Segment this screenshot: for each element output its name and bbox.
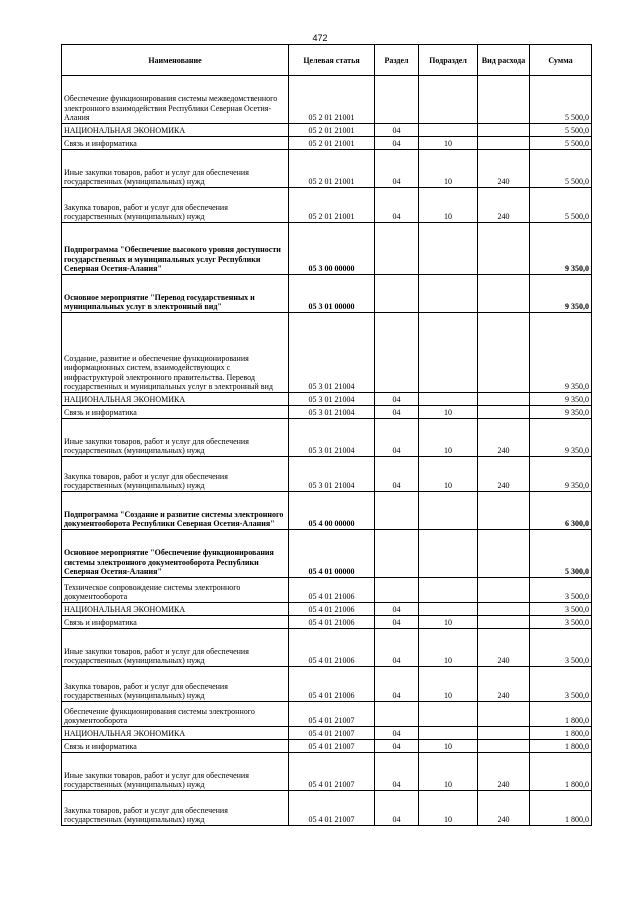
cell-name: Основное мероприятие "Перевод государственных и муниципальных услуг в электронный вид" [62,275,289,313]
cell-code: 05 2 01 21001 [289,124,375,137]
cell-name: Связь и информатика [62,740,289,753]
cell-sum: 1 800,0 [530,727,592,740]
cell-code: 05 2 01 21001 [289,76,375,124]
cell-section: 04 [375,137,419,150]
cell-code: 05 3 01 00000 [289,275,375,313]
cell-sum: 1 800,0 [530,791,592,826]
cell-code: 05 4 01 21007 [289,702,375,727]
cell-subsection [419,393,478,406]
cell-name: НАЦИОНАЛЬНАЯ ЭКОНОМИКА [62,727,289,740]
header-name: Наименование [62,45,289,76]
table-row [62,530,592,578]
cell-section [375,275,419,313]
budget-table [61,44,592,826]
cell-sum: 9 350,0 [530,457,592,492]
cell-code: 05 3 01 21004 [289,393,375,406]
cell-subsection: 10 [419,150,478,188]
cell-code: 05 4 00 00000 [289,492,375,530]
cell-name: Иные закупки товаров, работ и услуг для обеспечения государственных (муниципальных) нужд [62,753,289,791]
cell-name: Подпрограмма "Создание и развитие системы электронного документооборота Республики Северная Осетия-Алания" [62,492,289,530]
cell-subsection: 10 [419,667,478,702]
cell-name: Связь и информатика [62,137,289,150]
cell-sum: 1 800,0 [530,740,592,753]
cell-subsection: 10 [419,740,478,753]
table-row [62,727,592,740]
cell-expense-type [478,137,530,150]
table-row [62,740,592,753]
cell-section: 04 [375,740,419,753]
cell-section: 04 [375,616,419,629]
cell-section: 04 [375,603,419,616]
cell-expense-type: 240 [478,188,530,223]
table-row [62,492,592,530]
cell-name: Создание, развитие и обеспечение функционирования информационных систем, взаимодействующих с инфраструктурой электронного правительства. Перевод государственных и муниципальных услуг в электронный вид [62,313,289,393]
cell-name: Связь и информатика [62,616,289,629]
table-row [62,578,592,603]
cell-name: НАЦИОНАЛЬНАЯ ЭКОНОМИКА [62,393,289,406]
cell-expense-type: 240 [478,791,530,826]
cell-code: 05 4 01 21006 [289,667,375,702]
cell-code: 05 3 01 21004 [289,419,375,457]
cell-subsection: 10 [419,419,478,457]
cell-expense-type [478,76,530,124]
cell-code: 05 4 01 21006 [289,603,375,616]
cell-section: 04 [375,188,419,223]
table-row [62,124,592,137]
cell-section [375,578,419,603]
cell-expense-type: 240 [478,457,530,492]
table-row [62,137,592,150]
cell-expense-type [478,616,530,629]
cell-name: Закупка товаров, работ и услуг для обеспечения государственных (муниципальных) нужд [62,188,289,223]
cell-expense-type [478,393,530,406]
cell-code: 05 4 01 21006 [289,616,375,629]
cell-sum: 5 500,0 [530,137,592,150]
cell-sum: 9 350,0 [530,313,592,393]
table-row [62,603,592,616]
cell-section: 04 [375,457,419,492]
cell-section: 04 [375,629,419,667]
cell-name: Связь и информатика [62,406,289,419]
cell-sum: 9 350,0 [530,275,592,313]
cell-name: Иные закупки товаров, работ и услуг для обеспечения государственных (муниципальных) нужд [62,629,289,667]
cell-code: 05 4 01 21007 [289,740,375,753]
cell-expense-type [478,313,530,393]
cell-subsection [419,124,478,137]
cell-expense-type [478,275,530,313]
cell-subsection [419,578,478,603]
cell-section: 04 [375,791,419,826]
cell-sum: 5 500,0 [530,188,592,223]
cell-code: 05 3 00 00000 [289,223,375,275]
cell-section [375,223,419,275]
cell-name: НАЦИОНАЛЬНАЯ ЭКОНОМИКА [62,124,289,137]
cell-code: 05 4 01 21007 [289,727,375,740]
header-subsection: Подраздел [419,45,478,76]
cell-sum: 9 350,0 [530,223,592,275]
cell-subsection: 10 [419,457,478,492]
cell-sum: 3 500,0 [530,578,592,603]
cell-sum: 9 350,0 [530,419,592,457]
cell-expense-type [478,406,530,419]
cell-expense-type: 240 [478,667,530,702]
table-row [62,188,592,223]
cell-expense-type [478,530,530,578]
cell-section [375,313,419,393]
cell-subsection: 10 [419,616,478,629]
cell-subsection [419,76,478,124]
cell-code: 05 2 01 21001 [289,137,375,150]
cell-sum: 1 800,0 [530,753,592,791]
cell-sum: 5 500,0 [530,76,592,124]
table-row [62,393,592,406]
cell-expense-type [478,727,530,740]
cell-code: 05 2 01 21001 [289,150,375,188]
cell-section: 04 [375,419,419,457]
cell-code: 05 4 01 21006 [289,578,375,603]
cell-code: 05 4 01 21006 [289,629,375,667]
cell-subsection: 10 [419,137,478,150]
cell-name: Закупка товаров, работ и услуг для обеспечения государственных (муниципальных) нужд [62,791,289,826]
table-row [62,419,592,457]
cell-name: Основное мероприятие "Обеспечение функционирования системы электронного документооборота Республики Северная Осетия-Алания" [62,530,289,578]
cell-sum: 9 350,0 [530,406,592,419]
header-section: Раздел [375,45,419,76]
cell-name: Закупка товаров, работ и услуг для обеспечения государственных (муниципальных) нужд [62,457,289,492]
cell-section: 04 [375,406,419,419]
cell-subsection: 10 [419,753,478,791]
cell-sum: 3 500,0 [530,616,592,629]
cell-name: Подпрограмма "Обеспечение высокого уровня доступности государственных и муниципальных услуг Республики Северная Осетия-Алания" [62,223,289,275]
cell-expense-type: 240 [478,150,530,188]
cell-expense-type [478,603,530,616]
cell-subsection: 10 [419,188,478,223]
cell-expense-type [478,578,530,603]
cell-expense-type: 240 [478,419,530,457]
cell-subsection: 10 [419,406,478,419]
cell-expense-type: 240 [478,753,530,791]
cell-code: 05 3 01 21004 [289,313,375,393]
cell-subsection [419,275,478,313]
table-row [62,791,592,826]
cell-name: НАЦИОНАЛЬНАЯ ЭКОНОМИКА [62,603,289,616]
cell-sum: 6 300,0 [530,492,592,530]
cell-section: 04 [375,667,419,702]
cell-sum: 5 500,0 [530,150,592,188]
table-row [62,275,592,313]
cell-expense-type [478,124,530,137]
cell-expense-type [478,492,530,530]
cell-section: 04 [375,150,419,188]
page-number: 472 [312,33,328,43]
cell-name: Закупка товаров, работ и услуг для обеспечения государственных (муниципальных) нужд [62,667,289,702]
cell-code: 05 4 01 00000 [289,530,375,578]
cell-section [375,492,419,530]
header-code: Целевая статья [289,45,375,76]
cell-sum: 3 500,0 [530,667,592,702]
cell-name: Иные закупки товаров, работ и услуг для обеспечения государственных (муниципальных) нужд [62,150,289,188]
cell-code: 05 4 01 21007 [289,753,375,791]
cell-subsection: 10 [419,791,478,826]
cell-code: 05 4 01 21007 [289,791,375,826]
cell-name: Обеспечение функционирования системы электронного документооборота [62,702,289,727]
table-row [62,457,592,492]
cell-sum: 3 500,0 [530,629,592,667]
table-row [62,667,592,702]
cell-expense-type [478,223,530,275]
header-sum: Сумма [530,45,592,76]
cell-sum: 5 300,0 [530,530,592,578]
table-row [62,702,592,727]
table-header-row [62,45,592,76]
cell-section: 04 [375,753,419,791]
cell-section [375,76,419,124]
cell-subsection [419,603,478,616]
cell-section [375,530,419,578]
cell-subsection [419,702,478,727]
cell-code: 05 3 01 21004 [289,457,375,492]
cell-code: 05 3 01 21004 [289,406,375,419]
cell-sum: 9 350,0 [530,393,592,406]
cell-code: 05 2 01 21001 [289,188,375,223]
table-row [62,150,592,188]
table-row [62,313,592,393]
cell-sum: 1 800,0 [530,702,592,727]
cell-subsection [419,727,478,740]
header-expense-type: Вид расхода [478,45,530,76]
cell-name: Иные закупки товаров, работ и услуг для обеспечения государственных (муниципальных) нужд [62,419,289,457]
cell-section: 04 [375,393,419,406]
cell-section: 04 [375,727,419,740]
table-row [62,616,592,629]
cell-sum: 3 500,0 [530,603,592,616]
cell-subsection [419,492,478,530]
cell-subsection: 10 [419,629,478,667]
table-row [62,406,592,419]
cell-subsection [419,530,478,578]
table-row [62,629,592,667]
cell-section: 04 [375,124,419,137]
cell-sum: 5 500,0 [530,124,592,137]
cell-subsection [419,313,478,393]
table-row [62,753,592,791]
cell-expense-type [478,702,530,727]
cell-subsection [419,223,478,275]
cell-expense-type: 240 [478,629,530,667]
table-row [62,223,592,275]
cell-section [375,702,419,727]
cell-name: Техническое сопровождение системы электронного документооборота [62,578,289,603]
cell-name: Обеспечение функционирования системы межведомственного электронного взаимодействия Республики Северная Осетия-Алания [62,76,289,124]
table-row [62,76,592,124]
cell-expense-type [478,740,530,753]
